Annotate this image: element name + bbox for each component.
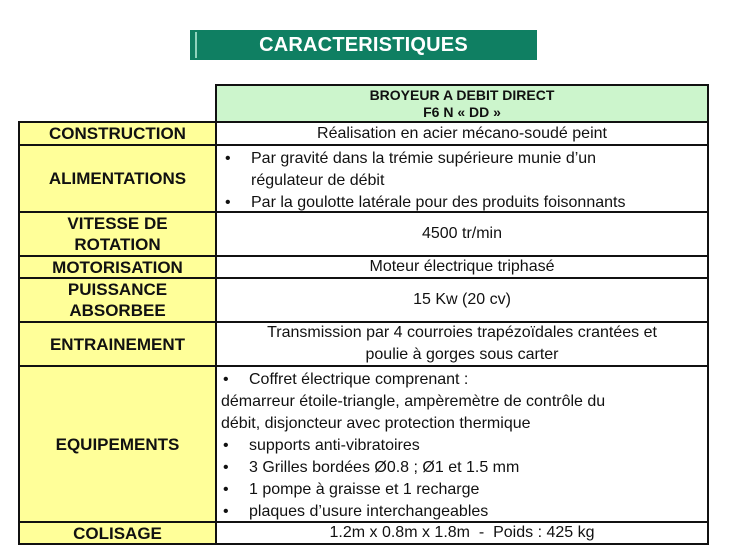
- row-alimentations: [18, 144, 709, 211]
- list-item-continuation: débit, disjoncteur avec protection thermique: [221, 415, 531, 432]
- value-construction: Réalisation en acier mécano-soudé peint: [215, 121, 709, 144]
- label-motorisation: MOTORISATION: [18, 255, 215, 277]
- list-item: • 1 pompe à graisse et 1 recharge: [221, 479, 479, 501]
- label-construction: CONSTRUCTION: [18, 121, 215, 144]
- row-motorisation: [18, 255, 709, 277]
- value-equipements: [215, 365, 709, 521]
- row-equipements: [18, 365, 709, 521]
- value-colisage: 1.2m x 0.8m x 1.8m - Poids : 425 kg: [215, 521, 709, 545]
- list-item-continuation: régulateur de débit: [251, 172, 385, 189]
- row-entrainement: [18, 321, 709, 365]
- value-puissance: 15 Kw (20 cv): [215, 277, 709, 321]
- bullet-icon: •: [225, 194, 231, 211]
- bullet-icon: •: [223, 437, 229, 454]
- bullet-icon: •: [225, 150, 231, 167]
- product-model: F6 N « DD »: [423, 103, 501, 120]
- row-colisage: [18, 521, 709, 545]
- list-item: • Coffret électrique comprenant :: [221, 369, 468, 391]
- bullet-icon: •: [223, 503, 229, 520]
- label-equipements: EQUIPEMENTS: [18, 365, 215, 521]
- row-construction: [18, 121, 709, 144]
- list-item: • Par la goulotte latérale pour des produits foisonnants: [223, 192, 625, 214]
- header-spacer: [18, 84, 215, 121]
- list-item: • supports anti-vibratoires: [221, 435, 420, 457]
- list-item: • plaques d’usure interchangeables: [221, 501, 488, 523]
- bullet-icon: •: [223, 371, 229, 388]
- list-item-continuation: démarreur étoile-triangle, ampèremètre de contrôle du: [221, 393, 606, 410]
- page-title: CARACTERISTIQUES: [259, 33, 468, 56]
- table-header-row: [18, 84, 709, 121]
- product-name: BROYEUR A DEBIT DIRECT: [369, 86, 555, 103]
- list-item: • 3 Grilles bordées Ø0.8 ; Ø1 et 1.5 mm: [221, 457, 519, 479]
- label-entrainement: ENTRAINEMENT: [18, 321, 215, 365]
- value-motorisation: Moteur électrique triphasé: [215, 255, 709, 277]
- value-alimentations: [215, 144, 709, 211]
- bullet-icon: •: [223, 481, 229, 498]
- title-banner: [190, 30, 537, 60]
- label-vitesse: VITESSE DE ROTATION: [18, 211, 215, 255]
- value-vitesse: 4500 tr/min: [215, 211, 709, 255]
- label-colisage: COLISAGE: [18, 521, 215, 545]
- bullet-icon: •: [223, 459, 229, 476]
- label-puissance: PUISSANCE ABSORBEE: [18, 277, 215, 321]
- product-header: [215, 84, 709, 121]
- row-puissance: [18, 277, 709, 321]
- value-entrainement: Transmission par 4 courroies trapézoïdales crantées et poulie à gorges sous carter: [215, 321, 709, 365]
- row-vitesse: [18, 211, 709, 255]
- list-item: • Par gravité dans la trémie supérieure munie d’un: [223, 148, 596, 170]
- label-alimentations: ALIMENTATIONS: [18, 144, 215, 211]
